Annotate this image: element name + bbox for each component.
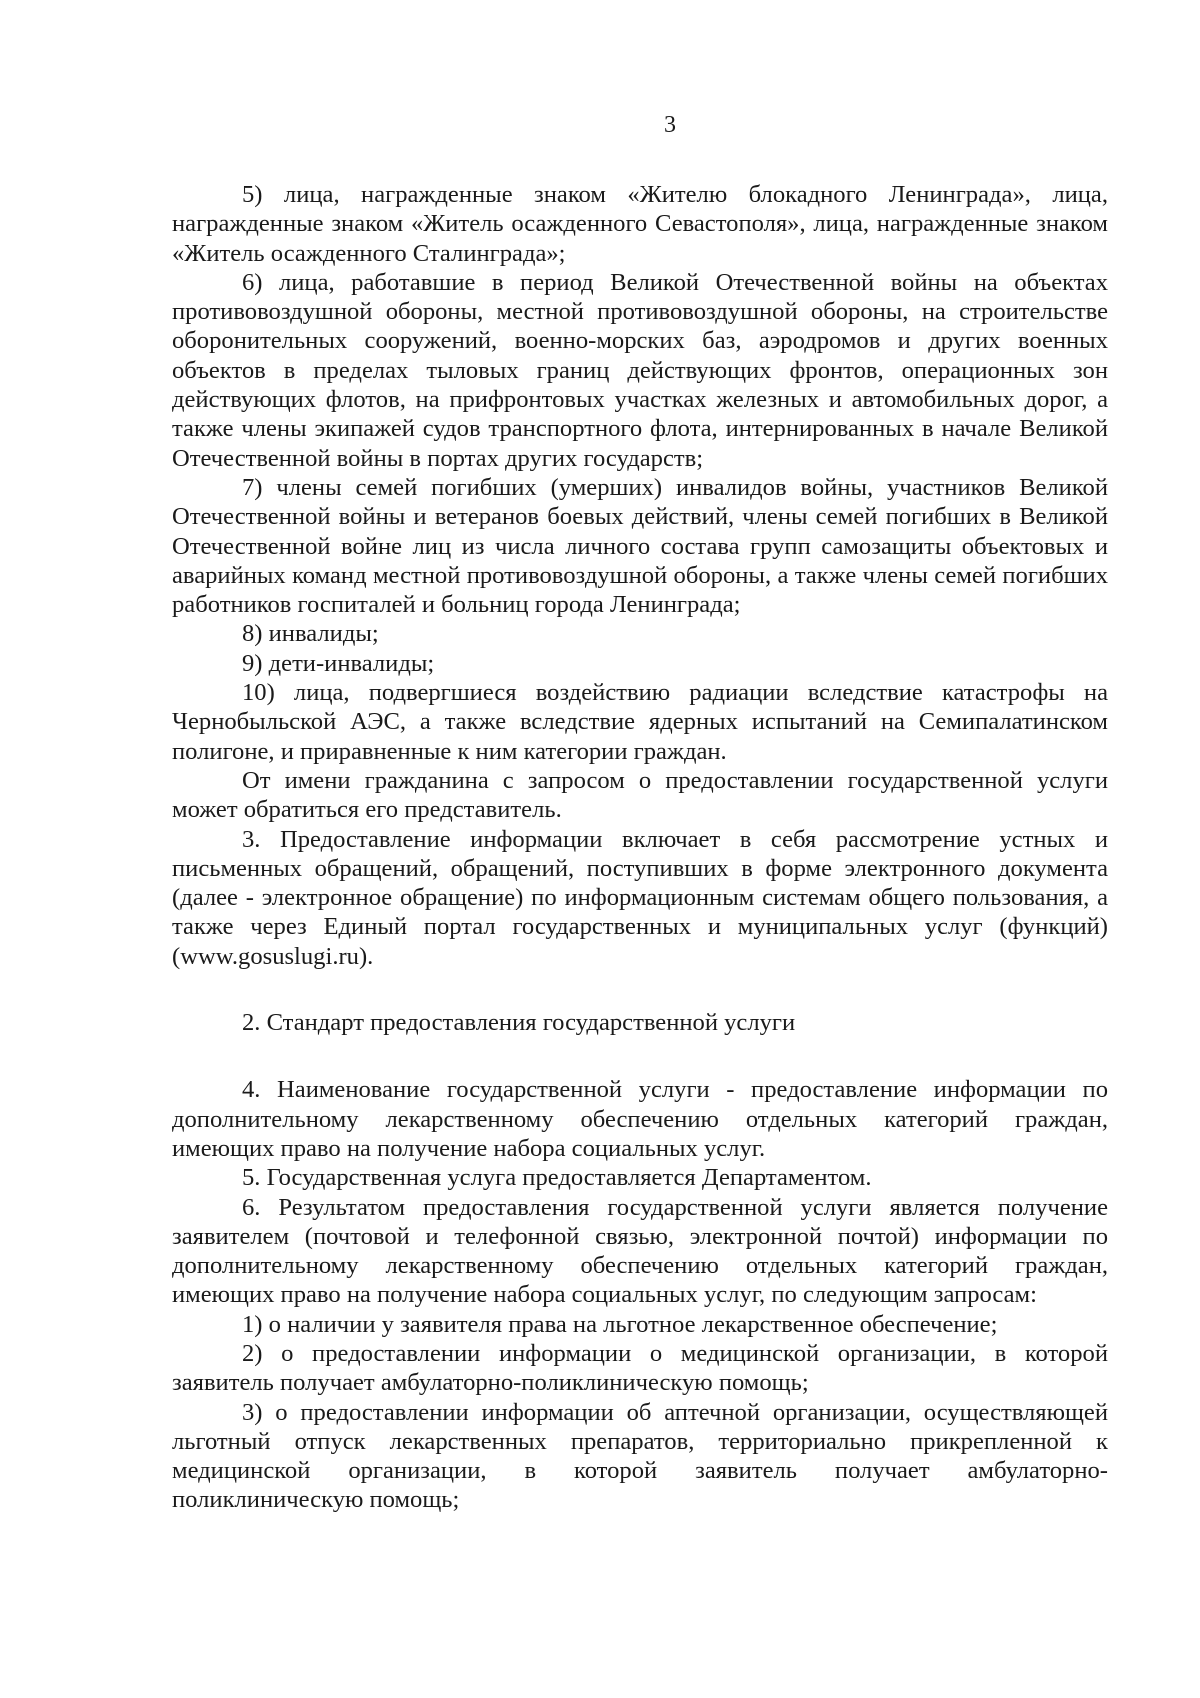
- paragraph-item-8-disabled: 8) инвалиды;: [242, 620, 379, 648]
- paragraph-clause-6: 6. Результатом предоставления государственной услуги является получение заявителем (почтовой и телефонной связью, электронной почтой) информации по дополнительному лекарственному обеспечению отдельных категорий граждан, имеющих право на получение набора социальных услуг, по следующим запросам:: [172, 1193, 1108, 1309]
- paragraph-item-9-disabled-children: 9) дети-инвалиды;: [242, 649, 435, 677]
- paragraph-item-7-family-members: 7) члены семей погибших (умерших) инвалидов войны, участников Великой Отечественной войны и ветеранов боевых действий, члены семей погибших в Великой Отечественной войне лиц из числа личного состава групп самозащиты объектовых и аварийных команд местной противовоздушной обороны, а также члены семей погибших работников госпиталей и больниц города Ленинграда;: [172, 473, 1108, 619]
- paragraph-query-1: 1) о наличии у заявителя права на льготное лекарственное обеспечение;: [242, 1310, 998, 1338]
- paragraph-item-6-air-defense: 6) лица, работавшие в период Великой Отечественной войны на объектах противовоздушной обороны, местной противовоздушной обороны, на строительстве оборонительных сооружений, военно-морских баз, аэродромов и других военных объектов в пределах тыловых границ действующих фронтов, операционных зон действующих флотов, на прифронтовых участках железных и автомобильных дорог, а также члены экипажей судов транспортного флота, интернированных в начале Великой Отечественной войны в портах других государств;: [172, 268, 1108, 472]
- paragraph-query-3: 3) о предоставлении информации об аптечной организации, осуществляющей льготный отпуск лекарственных препаратов, территориально прикрепленной к медицинской организации, в которой заявитель получает амбулаторно-поликлиническую помощь;: [172, 1398, 1108, 1514]
- paragraph-item-10-radiation: 10) лица, подвергшиеся воздействию радиации вследствие катастрофы на Чернобыльской АЭС, а также вследствие ядерных испытаний на Семипалатинском полигоне, и приравненные к ним категории граждан.: [172, 679, 1108, 765]
- paragraph-item-5-blockade: 5) лица, награжденные знаком «Жителю блокадного Ленинграда», лица, награжденные знаком «Житель осажденного Севастополя», лица, награжденные знаком «Житель осажденного Сталинграда»;: [172, 181, 1108, 267]
- paragraph-clause-3: 3. Предоставление информации включает в себя рассмотрение устных и письменных обращений, обращений, поступивших в форме электронного документа (далее - электронное обращение) по информационным системам общего пользования, а также через Единый портал государственных и муниципальных услуг (функций) (www.gosuslugi.ru).: [172, 825, 1108, 970]
- page-number: 3: [664, 112, 676, 138]
- paragraph-clause-4: 4. Наименование государственной услуги - предоставление информации по дополнительному лекарственному обеспечению отдельных категорий граждан, имеющих право на получение набора социальных услуг.: [172, 1076, 1108, 1162]
- paragraph-representative: От имени гражданина с запросом о предоставлении государственной услуги может обратиться его представитель.: [172, 766, 1108, 824]
- paragraph-query-2: 2) о предоставлении информации о медицинской организации, в которой заявитель получает амбулаторно-поликлиническую помощь;: [172, 1339, 1108, 1397]
- document-body: [172, 180, 1108, 1515]
- section-heading: 2. Стандарт предоставления государственной услуги: [242, 1009, 796, 1037]
- paragraph-clause-5: 5. Государственная услуга предоставляется Департаментом.: [242, 1164, 872, 1192]
